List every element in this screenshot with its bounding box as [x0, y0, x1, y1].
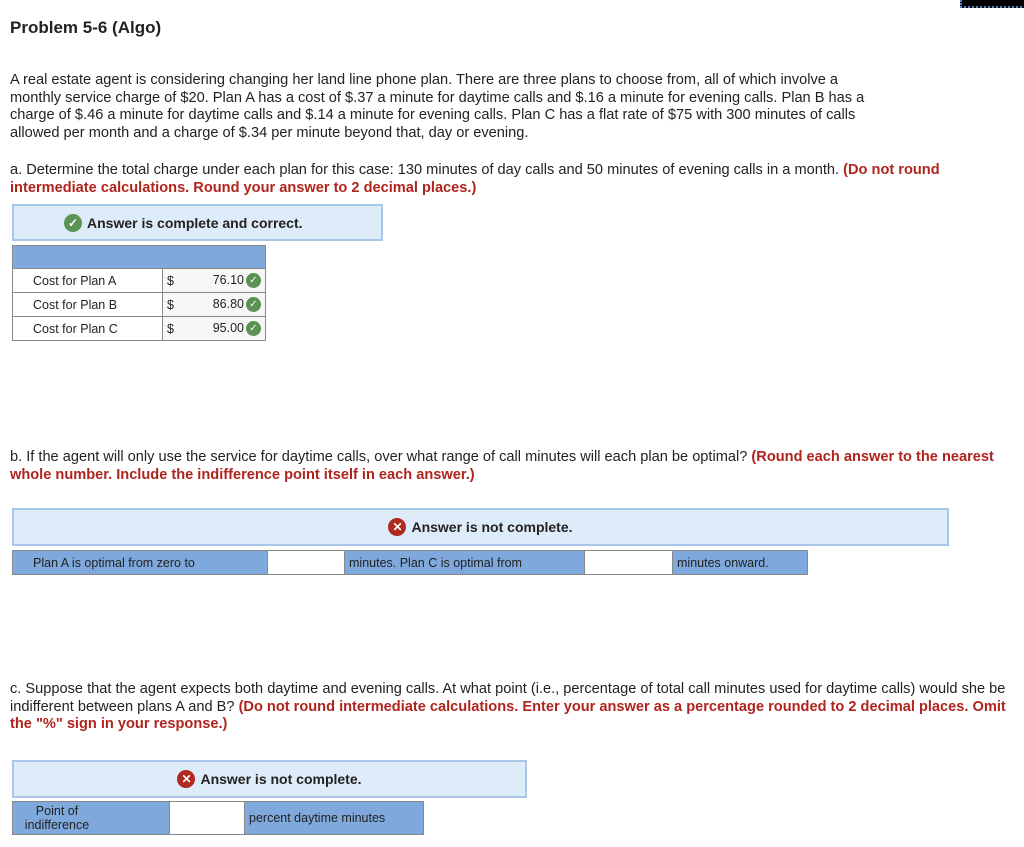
- intro-line: monthly service charge of $20. Plan A has a cost of $.37 a minute for daytime calls and $.16 a minute for evening calls. Plan B has a: [10, 89, 865, 106]
- question-text: a. Determine the total charge under each plan for this case: 130 minutes of day calls and 50 minutes of evening calls in a month.: [10, 162, 840, 178]
- cost-value[interactable]: 86.80: [212, 296, 244, 311]
- range-table: [12, 550, 808, 575]
- plan-c-range-input[interactable]: [585, 551, 672, 574]
- cost-value[interactable]: 76.10: [212, 272, 244, 287]
- page-title: Problem 5-6 (Algo): [10, 18, 162, 37]
- table-row: [13, 269, 266, 293]
- check-icon: ✓: [246, 273, 261, 288]
- x-icon: ✕: [177, 770, 195, 788]
- currency: $: [163, 269, 193, 293]
- answer-status-c: [12, 760, 527, 798]
- indifference-table: [12, 801, 424, 835]
- status-text: Answer is complete and correct.: [87, 214, 303, 231]
- intro-line: allowed per month and a charge of $.34 per minute beyond that, day or evening.: [10, 124, 529, 141]
- range-text: minutes. Plan C is optimal from: [345, 551, 585, 575]
- x-icon: ✕: [388, 518, 406, 536]
- part-c-question: [10, 681, 1010, 734]
- range-text: minutes onward.: [673, 551, 808, 575]
- indifference-label: Point of indifference: [24, 804, 90, 832]
- table-header: [13, 246, 266, 269]
- instruction-text: (Do not round intermediate calculations. Enter your answer as a percentage rounded to 2 decimal places. Omit the "%" sign in your response.): [10, 698, 1006, 733]
- top-bar: [960, 0, 1024, 8]
- check-icon: ✓: [246, 321, 261, 336]
- row-label: Cost for Plan A: [13, 269, 163, 293]
- instruction-text: (Do not round intermediate calculations. Round your answer to 2 decimal places.): [10, 162, 940, 196]
- intro-line: A real estate agent is considering changing her land line phone plan. There are three plans to choose from, all of which involve a: [10, 72, 839, 88]
- row-label: Cost for Plan B: [13, 293, 163, 317]
- plan-a-range-input[interactable]: [268, 551, 344, 574]
- question-text: c. Suppose that the agent expects both daytime and evening calls. At what point (i.e., percentage of total call minutes used for daytime calls) would she be indifferent between plans A and B?: [10, 681, 1006, 715]
- cost-value[interactable]: 95.00: [212, 320, 244, 335]
- status-text: Answer is not complete.: [200, 771, 362, 787]
- part-a-question: [10, 162, 1010, 197]
- indifference-input[interactable]: [170, 803, 244, 834]
- status-text: Answer is not complete.: [411, 519, 573, 535]
- check-icon: ✓: [246, 297, 261, 312]
- table-row: [13, 317, 266, 341]
- row-label: Cost for Plan C: [13, 317, 163, 341]
- check-icon: ✓: [64, 214, 82, 232]
- currency: $: [163, 293, 193, 317]
- range-text: Plan A is optimal from zero to: [13, 551, 268, 575]
- currency: $: [163, 317, 193, 341]
- answer-status-a: [12, 204, 383, 241]
- table-row: [13, 293, 266, 317]
- instruction-text: (Round each answer to the nearest whole number. Include the indifference point itself in each answer.): [10, 449, 994, 483]
- percent-label: percent daytime minutes: [245, 802, 424, 835]
- question-text: b. If the agent will only use the service for daytime calls, over what range of call minutes will each plan be optimal?: [10, 449, 748, 465]
- cost-table: [12, 245, 266, 341]
- intro-line: charge of $.46 a minute for daytime calls and $.14 a minute for evening calls. Plan C has a flat rate of $75 with 300 minutes of calls: [10, 107, 856, 124]
- part-b-question: [10, 449, 1010, 484]
- answer-status-b: [12, 508, 949, 546]
- problem-intro: [10, 72, 1010, 142]
